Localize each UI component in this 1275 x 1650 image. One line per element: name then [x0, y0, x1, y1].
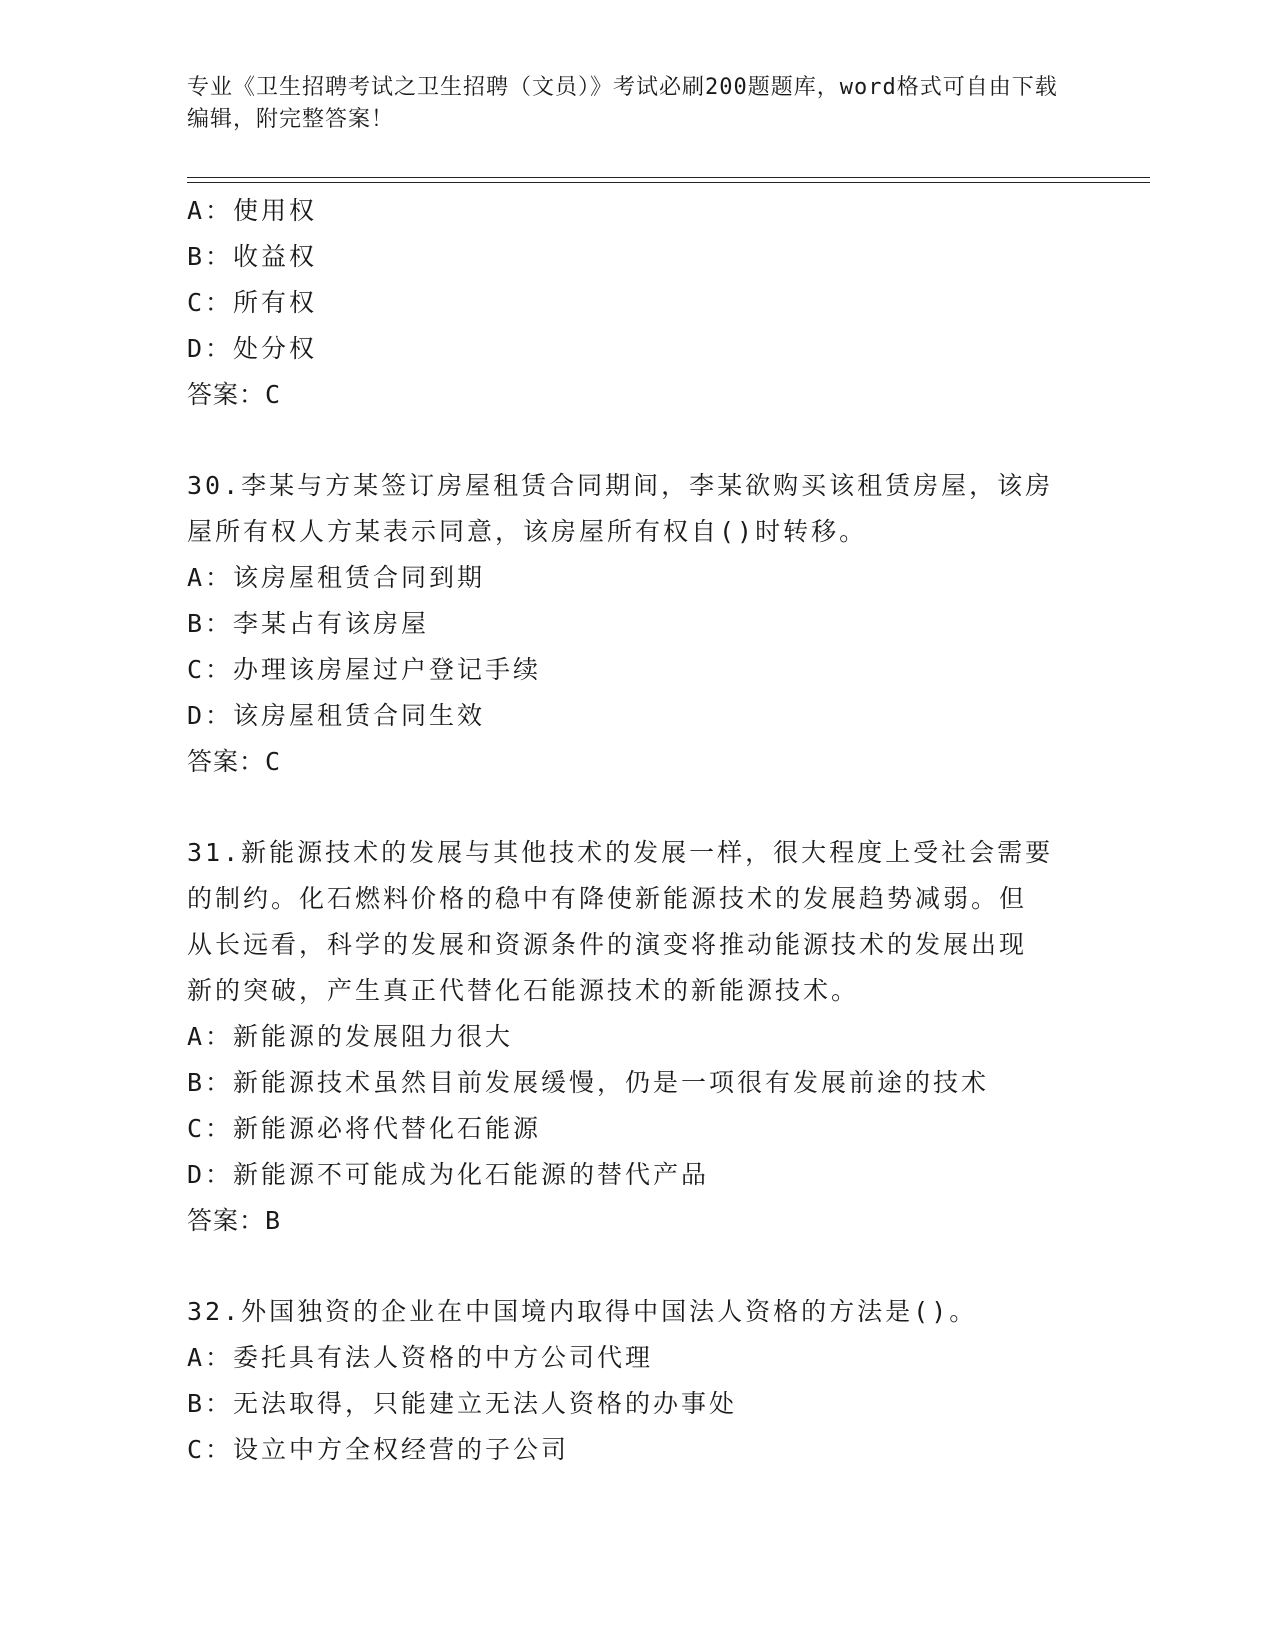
- answer: 答案：B: [187, 1206, 282, 1235]
- answer: 答案：C: [187, 380, 282, 409]
- option-b: B：无法取得，只能建立无法人资格的办事处: [187, 1389, 738, 1418]
- option-b: B：收益权: [187, 242, 318, 271]
- option-c: C：所有权: [187, 288, 318, 317]
- option-c: C：设立中方全权经营的子公司: [187, 1435, 570, 1464]
- question-32: [187, 1289, 1087, 1473]
- option-c: C：新能源必将代替化石能源: [187, 1114, 542, 1143]
- option-a: A：该房屋租赁合同到期: [187, 563, 486, 592]
- question-29: [187, 188, 1087, 418]
- option-b: B：新能源技术虽然目前发展缓慢，仍是一项很有发展前途的技术: [187, 1068, 990, 1097]
- option-b: B：李某占有该房屋: [187, 609, 430, 638]
- question-stem-line: 30.李某与方某签订房屋租赁合同期间，李某欲购买该租赁房屋，该房: [187, 471, 1054, 500]
- option-d: D：该房屋租赁合同生效: [187, 701, 486, 730]
- header-divider: [187, 177, 1150, 178]
- question-stem-line: 32.外国独资的企业在中国境内取得中国法人资格的方法是()。: [187, 1297, 978, 1326]
- question-stem-line: 新的突破，产生真正代替化石能源技术的新能源技术。: [187, 976, 860, 1005]
- option-a: A：委托具有法人资格的中方公司代理: [187, 1343, 654, 1372]
- header-divider-second: [187, 182, 1150, 183]
- option-c: C：办理该房屋过户登记手续: [187, 655, 542, 684]
- option-a: A：新能源的发展阻力很大: [187, 1022, 514, 1051]
- question-30: [187, 463, 1087, 785]
- question-31: [187, 830, 1087, 1244]
- option-d: D：处分权: [187, 334, 318, 363]
- question-stem-line: 的制约。化石燃料价格的稳中有降使新能源技术的发展趋势减弱。但: [187, 884, 1028, 913]
- question-stem-line: 31.新能源技术的发展与其他技术的发展一样，很大程度上受社会需要: [187, 838, 1054, 867]
- answer: 答案：C: [187, 747, 282, 776]
- question-list: [187, 188, 1087, 1473]
- option-d: D：新能源不可能成为化石能源的替代产品: [187, 1160, 710, 1189]
- document-header: 专业《卫生招聘考试之卫生招聘（文员）》考试必刷200题题库，word格式可自由下载编辑，附完整答案！: [187, 75, 1058, 132]
- question-stem-line: 从长远看，科学的发展和资源条件的演变将推动能源技术的发展出现: [187, 930, 1028, 959]
- question-stem-line: 屋所有权人方某表示同意，该房屋所有权自()时转移。: [187, 517, 868, 546]
- option-a: A：使用权: [187, 196, 318, 225]
